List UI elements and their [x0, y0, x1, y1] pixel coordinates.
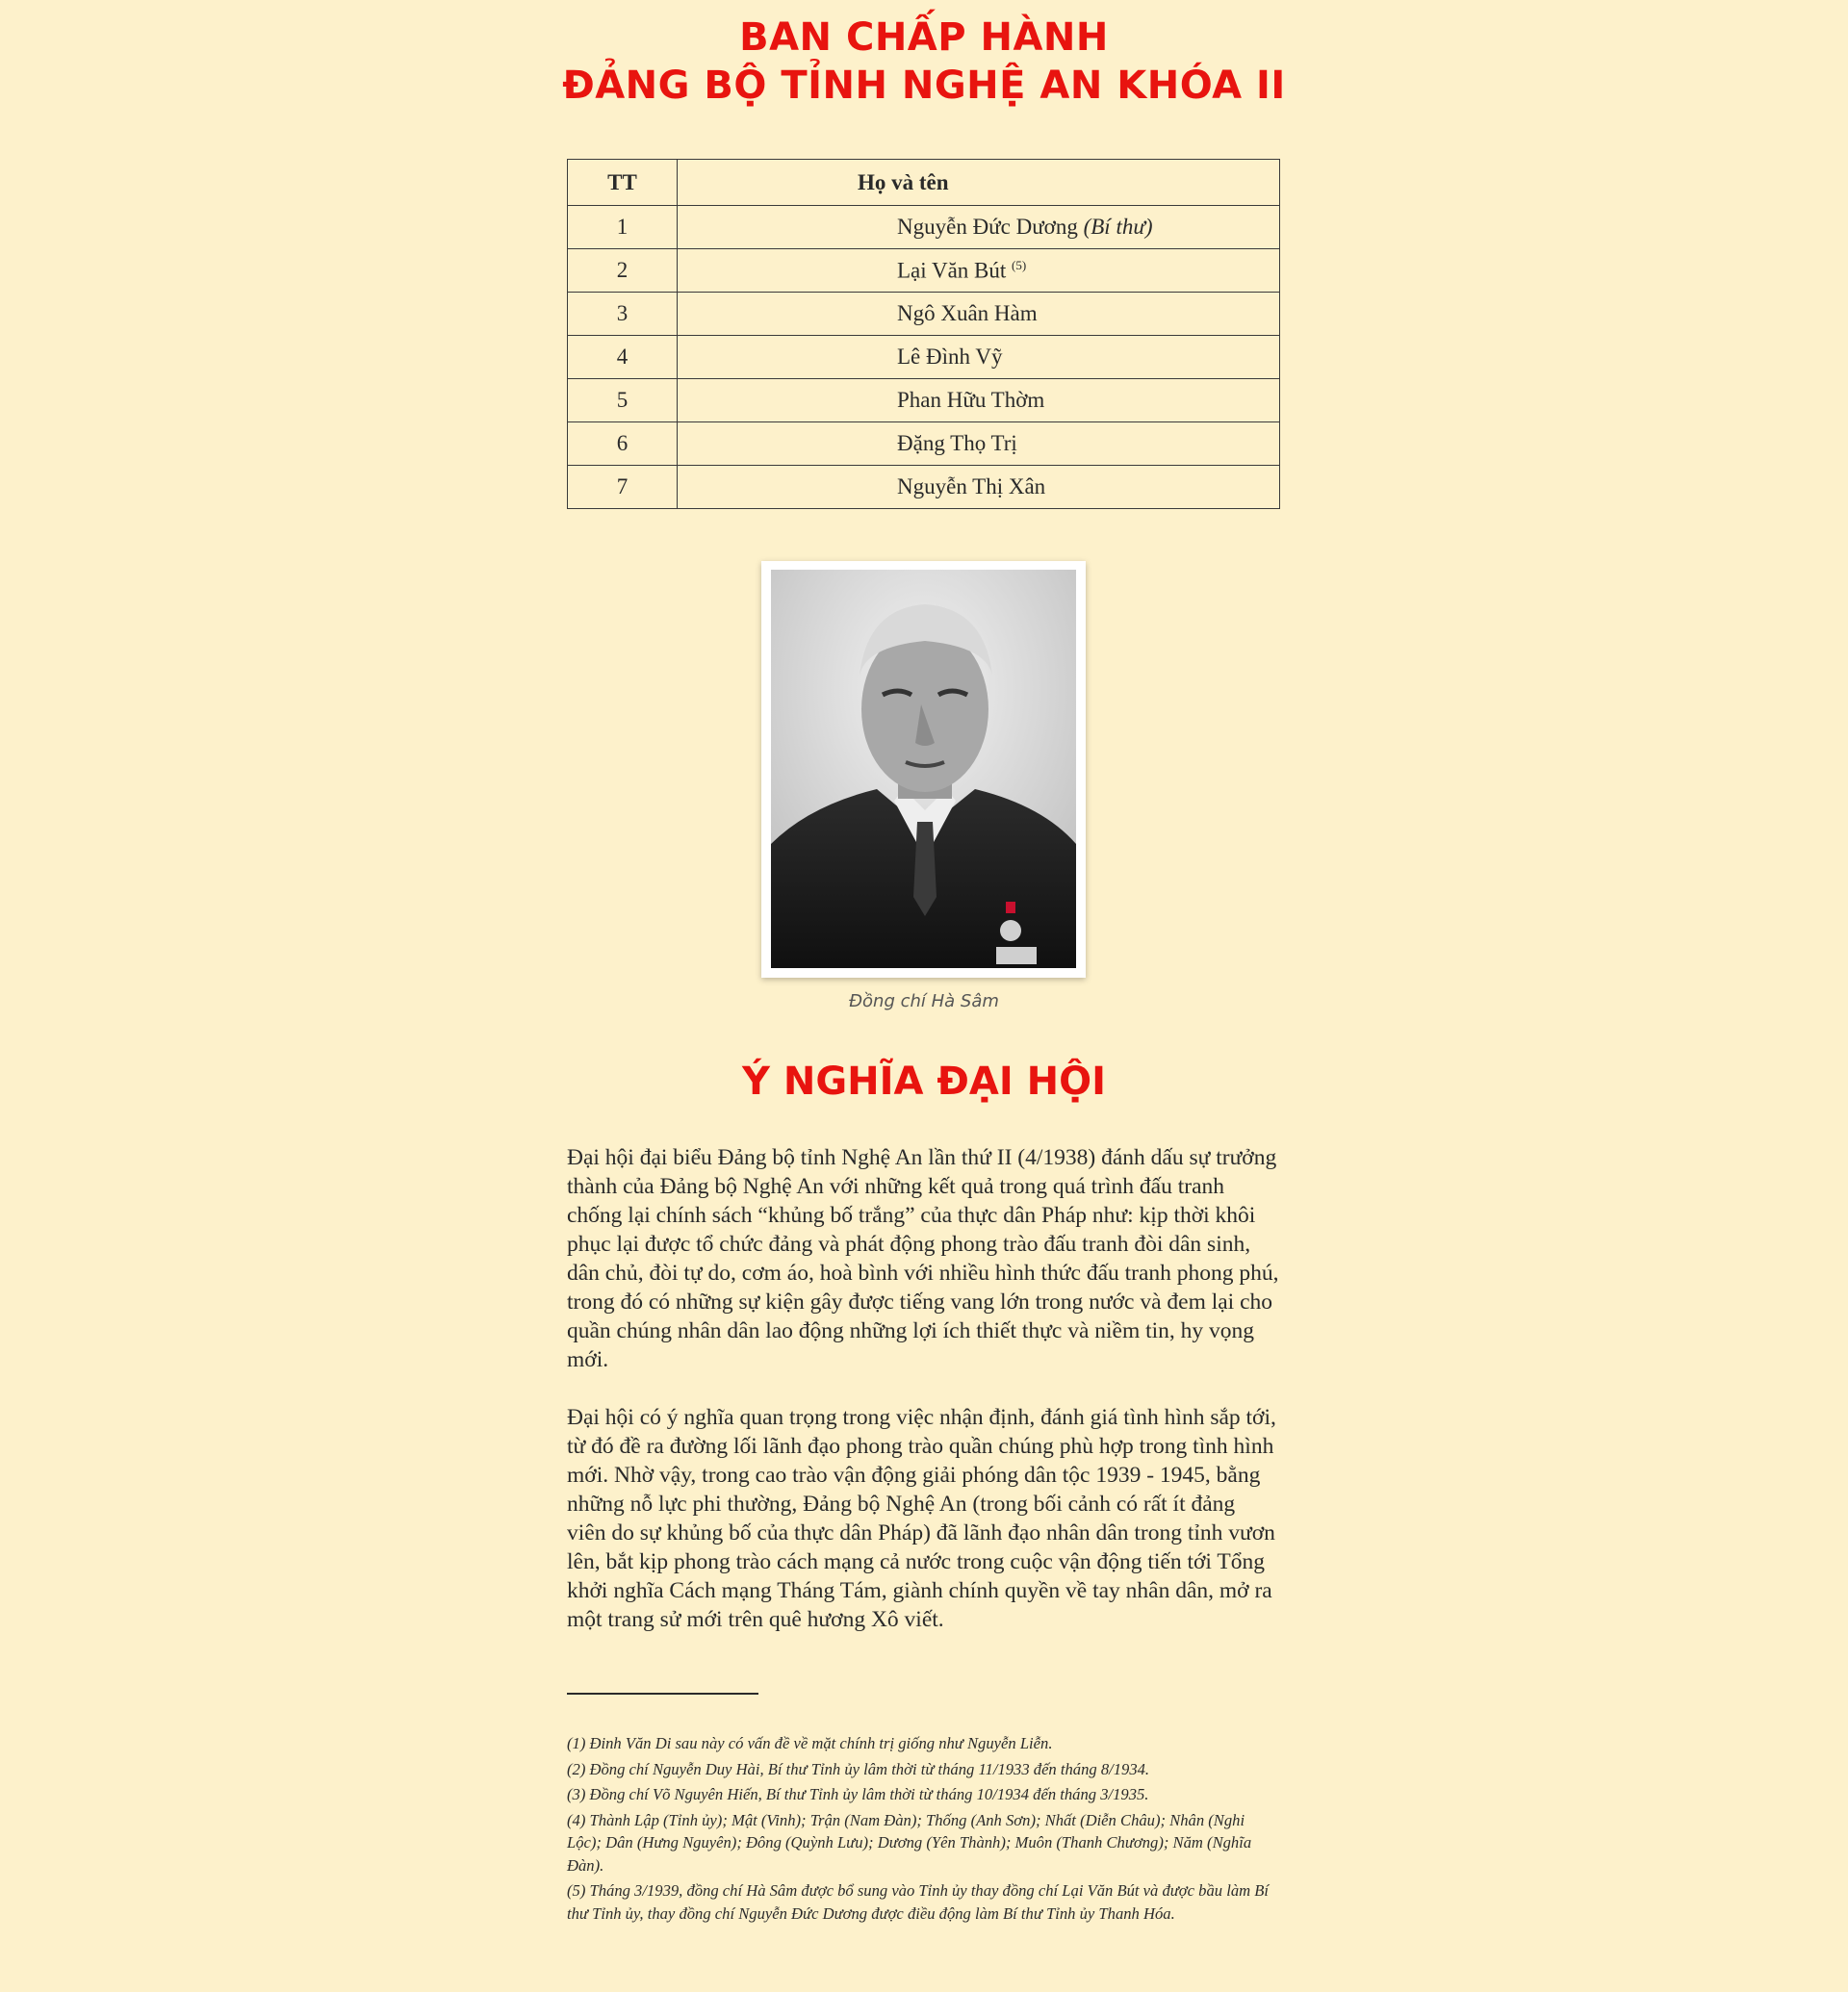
header-tt: TT — [568, 160, 678, 206]
portrait-photo — [771, 570, 1076, 968]
table-row — [568, 249, 1280, 293]
table-row — [568, 422, 1280, 466]
header-name: Họ và tên — [678, 160, 1280, 206]
member-name-text: Nguyễn Đức Dương — [897, 215, 1078, 239]
member-name: Ngô Xuân Hàm — [678, 293, 1280, 336]
table-row — [568, 336, 1280, 379]
page-title — [0, 13, 1848, 110]
portrait-frame — [761, 561, 1086, 978]
footnote-1: (1) Đinh Văn Di sau này có vấn đề về mặt chính trị giống như Nguyễn Liễn. — [567, 1734, 1053, 1752]
table-header-row — [568, 160, 1280, 206]
row-number: 2 — [568, 249, 678, 293]
member-name: Đặng Thọ Trị — [678, 422, 1280, 466]
member-name: Lê Đình Vỹ — [678, 336, 1280, 379]
row-number: 5 — [568, 379, 678, 422]
paragraph-1: Đại hội đại biểu Đảng bộ tỉnh Nghệ An lần thứ II (4/1938) đánh dấu sự trưởng thành của Đảng bộ Nghệ An với những kết quả trong quá trình đấu tranh chống lại chính sách “khủng bố trắng” của thực dân Pháp như: kịp thời khôi phục lại được tổ chức đảng và phát động phong trào đấu tranh đòi dân sinh, dân chủ, đòi tự do, cơm áo, hoà bình với nhiều hình thức đấu tranh phong phú, trong đó có những sự kiện gây được tiếng vang lớn trong nước và đem lại cho quần chúng nhân dân lao động những lợi ích thiết thực và niềm tin, hy vọng mới. — [567, 1145, 1279, 1372]
footnotes — [567, 1732, 1279, 1928]
table-row — [568, 466, 1280, 509]
photo-caption: Đồng chí Hà Sâm — [849, 991, 999, 1011]
footnote-5: (5) Tháng 3/1939, đồng chí Hà Sâm được bổ sung vào Tỉnh ủy thay đồng chí Lại Văn Bút và được bầu làm Bí thư Tỉnh ủy, thay đồng chí Nguyễn Đức Dương được điều động làm Bí thư Tỉnh ủy Thanh Hóa. — [567, 1881, 1269, 1923]
row-number: 6 — [568, 422, 678, 466]
member-name — [678, 206, 1280, 249]
row-number: 3 — [568, 293, 678, 336]
member-name — [678, 249, 1280, 293]
table-row — [568, 379, 1280, 422]
footnote-3: (3) Đồng chí Võ Nguyên Hiến, Bí thư Tỉnh ủy lâm thời từ tháng 10/1934 đến tháng 3/1935. — [567, 1785, 1149, 1803]
row-number: 1 — [568, 206, 678, 249]
footnote-2: (2) Đồng chí Nguyễn Duy Hài, Bí thư Tỉnh ủy lâm thời từ tháng 11/1933 đến tháng 8/1934. — [567, 1759, 1150, 1778]
member-name-text: Lại Văn Bút — [897, 258, 1007, 283]
footnote-ref: (5) — [1012, 257, 1027, 272]
footnote-divider — [567, 1693, 758, 1695]
footnote-4: (4) Thành Lập (Tỉnh ủy); Mật (Vinh); Trận (Nam Đàn); Thống (Anh Sơn); Nhất (Diễn Châu); Nhân (Nghi Lộc); Dân (Hưng Nguyên); Đông (Quỳnh Lưu); Dương (Yên Thành); Muôn (Thanh Chương); Năm (Nghĩa Đàn). — [567, 1810, 1252, 1875]
member-name: Nguyễn Thị Xân — [678, 466, 1280, 509]
member-name: Phan Hữu Thờm — [678, 379, 1280, 422]
table-row — [568, 293, 1280, 336]
section-title: Ý NGHĨA ĐẠI HỘI — [741, 1060, 1107, 1104]
page-title-line-1: BAN CHẤP HÀNH — [739, 15, 1109, 60]
page-title-line-2: ĐẢNG BỘ TỈNH NGHỆ AN KHÓA II — [562, 64, 1286, 108]
row-number: 7 — [568, 466, 678, 509]
table-row — [568, 206, 1280, 249]
paragraph-2: Đại hội có ý nghĩa quan trọng trong việc nhận định, đánh giá tình hình sắp tới, từ đó đề ra đường lối lãnh đạo phong trào quần chúng phù hợp trong tình hình mới. Nhờ vậy, trong cao trào vận động giải phóng dân tộc 1939 - 1945, bằng những nỗ lực phi thường, Đảng bộ Nghệ An (trong bối cảnh có rất ít đảng viên do sự khủng bố của thực dân Pháp) đã lãnh đạo nhân dân trong tỉnh vươn lên, bắt kịp phong trào cách mạng cả nước trong cuộc vận động tiến tới Tổng khởi nghĩa Cách mạng Tháng Tám, giành chính quyền về tay nhân dân, mở ra một trang sử mới trên quê hương Xô viết. — [567, 1405, 1276, 1632]
member-role: (Bí thư) — [1083, 215, 1153, 239]
portrait-illustration — [771, 570, 1076, 968]
row-number: 4 — [568, 336, 678, 379]
members-table — [567, 159, 1280, 509]
